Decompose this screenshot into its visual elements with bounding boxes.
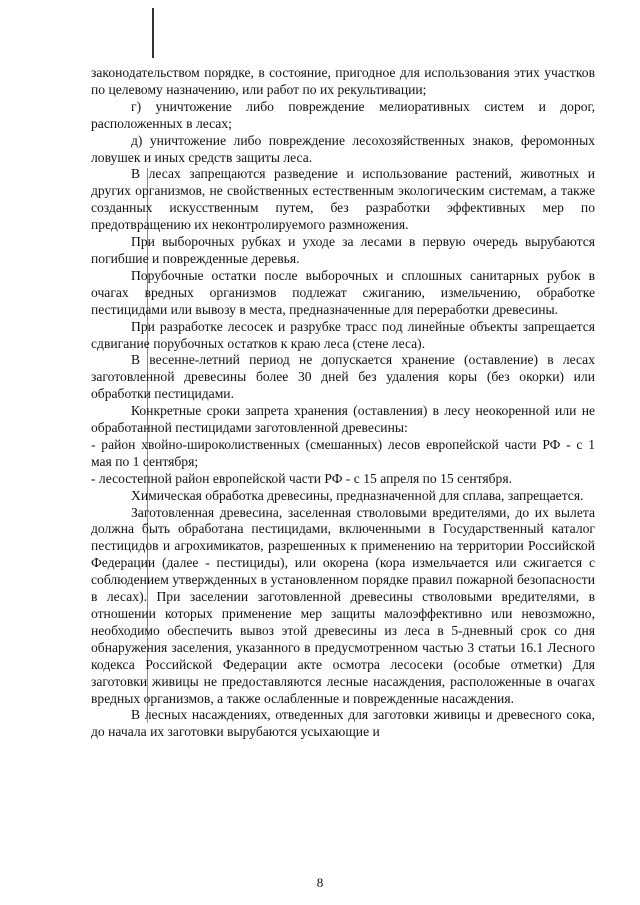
paragraph: - район хвойно-широколиственных (смешанных) лесов европейской части РФ - с 1 мая по 1 сентября;	[91, 436, 595, 469]
paragraph: Заготовленная древесина, заселенная стволовыми вредителями, до их вылета должна быть обработана пестицидами, включенными в Государственный каталог пестицидов и агрохимикатов, разрешенных к применению на территории Российской Федерации (далее - пестициды), или окорена (кора измельчается или сжигается с соблюдением утвержденных в установленном порядке правил пожарной безопасности в лесах). При заселении заготовленной древесины стволовыми вредителями, в отношении которых применение мер защиты малоэффективно или невозможно, необходимо обеспечить вывоз этой древесины из леса в 5-дневный срок со дня обнаружения заселения, указанного в предусмотренном частью 3 статьи 16.1 Лесного кодекса Российской Федерации акте осмотра лесосеки (особые отметки) Для заготовки живицы не предоставляются лесные насаждения, расположенные в очагах вредных организмов, а также ослабленные и поврежденные насаждения.	[91, 504, 595, 706]
paragraph: В лесных насаждениях, отведенных для заготовки живицы и древесного сока, до начала их заготовки вырубаются усыхающие и	[91, 707, 595, 740]
paragraph: При выборочных рубках и уходе за лесами в первую очередь вырубаются погибшие и поврежденные деревья.	[91, 234, 595, 266]
paragraph: законодательством порядке, в состояние, пригодное для использования этих участков по целевому назначению, или работ по их рекультивации;	[91, 65, 595, 97]
paragraph: д) уничтожение либо повреждение лесохозяйственных знаков, феромонных ловушек и иных средств защиты леса.	[91, 132, 595, 165]
paragraph: - лесостепной район европейской части РФ - с 15 апреля по 15 сентября.	[91, 470, 512, 486]
paragraph: В лесах запрещаются разведение и использование растений, животных и других организмов, не свойственных естественным экологическим системам, а также созданных искусственным путем, без разработки эффективных мер по предотвращению их неконтролируемого размножения.	[91, 166, 595, 233]
scan-margin-line	[152, 8, 154, 58]
paragraph: Порубочные остатки после выборочных и сплошных санитарных рубок в очагах вредных организмов подлежат сжиганию, измельчению, обработке пестицидами или вывозу в места, предназначенные для переработки древесины.	[91, 267, 595, 317]
document-body	[91, 65, 595, 741]
paragraph: г) уничтожение либо повреждение мелиоративных систем и дорог, расположенных в лесах;	[91, 98, 595, 131]
paragraph: В весенне-летний период не допускается хранение (оставление) в лесах заготовленной древесины более 30 дней без удаления коры (без окорки) или обработки пестицидами.	[91, 352, 595, 402]
paragraph: При разработке лесосек и разрубке трасс под линейные объекты запрещается сдвигание порубочных остатков к краю леса (стене леса).	[91, 318, 595, 351]
paragraph: Конкретные сроки запрета хранения (оставления) в лесу неокоренной или не обработанной пестицидами заготовленной древесины:	[91, 403, 595, 436]
page-number: 8	[316, 875, 324, 890]
paragraph: Химическая обработка древесины, предназначенной для сплава, запрещается.	[131, 487, 584, 503]
